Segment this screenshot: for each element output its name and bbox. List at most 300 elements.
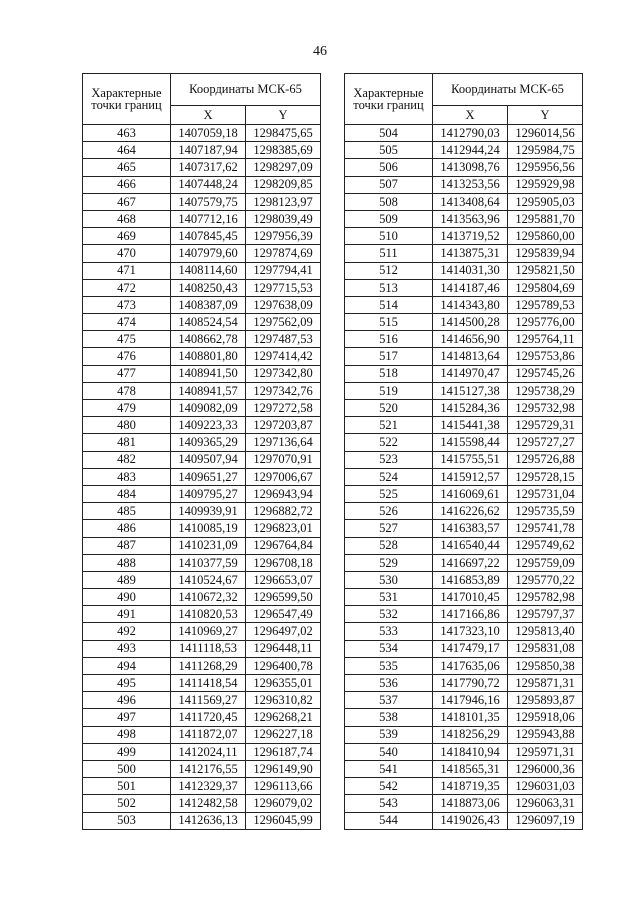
point-number-cell: 476 (83, 348, 171, 365)
y-coordinate-cell: 1296599,50 (246, 589, 321, 606)
point-number-cell: 522 (345, 434, 433, 451)
x-coordinate-cell: 1410524,67 (171, 571, 246, 588)
y-coordinate-cell: 1297203,87 (246, 417, 321, 434)
y-coordinate-cell: 1298385,69 (246, 142, 321, 159)
y-coordinate-cell: 1298297,09 (246, 159, 321, 176)
x-coordinate-cell: 1414813,64 (433, 348, 508, 365)
x-coordinate-cell: 1417166,86 (433, 606, 508, 623)
y-coordinate-cell: 1295813,40 (508, 623, 583, 640)
y-coordinate-cell: 1295839,94 (508, 245, 583, 262)
x-coordinate-cell: 1411872,07 (171, 726, 246, 743)
y-coordinate-cell: 1296187,74 (246, 743, 321, 760)
x-coordinate-cell: 1414343,80 (433, 296, 508, 313)
table-row (83, 382, 321, 399)
x-coordinate-cell: 1419026,43 (433, 812, 508, 829)
point-number-cell: 464 (83, 142, 171, 159)
x-coordinate-cell: 1408941,57 (171, 382, 246, 399)
point-number-cell: 541 (345, 760, 433, 777)
table-row (83, 451, 321, 468)
y-coordinate-cell: 1297006,67 (246, 468, 321, 485)
point-number-cell: 494 (83, 657, 171, 674)
table-row (83, 228, 321, 245)
table-row (345, 193, 583, 210)
point-number-cell: 518 (345, 365, 433, 382)
x-coordinate-cell: 1409651,27 (171, 468, 246, 485)
point-number-cell: 482 (83, 451, 171, 468)
point-number-cell: 514 (345, 296, 433, 313)
y-coordinate-cell: 1295770,22 (508, 571, 583, 588)
table-row (83, 159, 321, 176)
x-coordinate-cell: 1412482,58 (171, 795, 246, 812)
y-coordinate-cell: 1297956,39 (246, 228, 321, 245)
x-coordinate-cell: 1411268,29 (171, 657, 246, 674)
y-coordinate-cell: 1295729,31 (508, 417, 583, 434)
point-number-cell: 497 (83, 709, 171, 726)
y-coordinate-cell: 1295860,00 (508, 228, 583, 245)
table-body-right (345, 125, 583, 830)
x-coordinate-cell: 1407579,75 (171, 193, 246, 210)
table-row (83, 193, 321, 210)
table-row (345, 589, 583, 606)
point-number-cell: 519 (345, 382, 433, 399)
y-coordinate-cell: 1298039,49 (246, 210, 321, 227)
x-coordinate-cell: 1411569,27 (171, 692, 246, 709)
y-coordinate-cell: 1295732,98 (508, 400, 583, 417)
table-row (345, 434, 583, 451)
y-coordinate-cell: 1295821,50 (508, 262, 583, 279)
y-coordinate-cell: 1296045,99 (246, 812, 321, 829)
point-number-cell: 520 (345, 400, 433, 417)
table-row (83, 279, 321, 296)
x-coordinate-cell: 1415284,36 (433, 400, 508, 417)
table-body-left (83, 125, 321, 830)
x-coordinate-cell: 1418101,35 (433, 709, 508, 726)
table-row (345, 692, 583, 709)
y-coordinate-cell: 1295745,26 (508, 365, 583, 382)
y-coordinate-cell: 1297794,41 (246, 262, 321, 279)
y-coordinate-cell: 1296079,02 (246, 795, 321, 812)
point-number-cell: 468 (83, 210, 171, 227)
table-row (83, 709, 321, 726)
table-row (345, 365, 583, 382)
point-number-cell: 513 (345, 279, 433, 296)
point-number-cell: 472 (83, 279, 171, 296)
point-number-cell: 544 (345, 812, 433, 829)
x-coordinate-cell: 1413408,64 (433, 193, 508, 210)
point-number-cell: 484 (83, 485, 171, 502)
point-number-cell: 480 (83, 417, 171, 434)
y-coordinate-cell: 1296943,94 (246, 485, 321, 502)
point-number-cell: 526 (345, 503, 433, 520)
point-number-cell: 517 (345, 348, 433, 365)
x-coordinate-cell: 1418719,35 (433, 778, 508, 795)
point-number-cell: 536 (345, 675, 433, 692)
y-coordinate-cell: 1295727,27 (508, 434, 583, 451)
y-coordinate-cell: 1295741,78 (508, 520, 583, 537)
table-row (83, 692, 321, 709)
table-row (345, 400, 583, 417)
table-row (345, 743, 583, 760)
x-coordinate-cell: 1411720,45 (171, 709, 246, 726)
x-coordinate-cell: 1410231,09 (171, 537, 246, 554)
x-coordinate-cell: 1412176,55 (171, 760, 246, 777)
table-row (83, 778, 321, 795)
table-row (83, 606, 321, 623)
page-number: 46 (313, 44, 327, 59)
table-row (345, 623, 583, 640)
y-coordinate-cell: 1297638,09 (246, 296, 321, 313)
point-number-cell: 475 (83, 331, 171, 348)
table-row (345, 726, 583, 743)
x-coordinate-cell: 1418565,31 (433, 760, 508, 777)
table-row (83, 245, 321, 262)
y-coordinate-cell: 1296547,49 (246, 606, 321, 623)
table-row (345, 125, 583, 142)
x-coordinate-cell: 1414187,46 (433, 279, 508, 296)
x-coordinate-cell: 1416069,61 (433, 485, 508, 502)
x-coordinate-cell: 1412790,03 (433, 125, 508, 142)
point-number-cell: 531 (345, 589, 433, 606)
x-coordinate-cell: 1410377,59 (171, 554, 246, 571)
point-number-cell: 529 (345, 554, 433, 571)
y-coordinate-cell: 1295929,98 (508, 176, 583, 193)
y-coordinate-cell: 1295726,88 (508, 451, 583, 468)
y-coordinate-cell: 1295918,06 (508, 709, 583, 726)
point-number-cell: 485 (83, 503, 171, 520)
table-row (83, 400, 321, 417)
point-number-cell: 486 (83, 520, 171, 537)
x-coordinate-cell: 1413875,31 (433, 245, 508, 262)
y-coordinate-cell: 1295956,56 (508, 159, 583, 176)
table-row (345, 606, 583, 623)
x-coordinate-cell: 1410820,53 (171, 606, 246, 623)
point-number-cell: 512 (345, 262, 433, 279)
table-row (345, 279, 583, 296)
point-number-cell: 532 (345, 606, 433, 623)
y-coordinate-cell: 1295871,31 (508, 675, 583, 692)
point-number-cell: 501 (83, 778, 171, 795)
y-coordinate-cell: 1296497,02 (246, 623, 321, 640)
y-coordinate-cell: 1297342,76 (246, 382, 321, 399)
y-coordinate-cell: 1297414,42 (246, 348, 321, 365)
table-row (83, 314, 321, 331)
x-coordinate-cell: 1407059,18 (171, 125, 246, 142)
table-row (83, 623, 321, 640)
y-coordinate-cell: 1296653,07 (246, 571, 321, 588)
y-coordinate-cell: 1295776,00 (508, 314, 583, 331)
table-row (345, 348, 583, 365)
y-coordinate-cell: 1296400,78 (246, 657, 321, 674)
point-number-cell: 523 (345, 451, 433, 468)
x-coordinate-cell: 1417635,06 (433, 657, 508, 674)
table-row (345, 554, 583, 571)
point-number-cell: 500 (83, 760, 171, 777)
table-row (345, 520, 583, 537)
y-coordinate-cell: 1296031,03 (508, 778, 583, 795)
x-coordinate-cell: 1414656,90 (433, 331, 508, 348)
x-coordinate-cell: 1409365,29 (171, 434, 246, 451)
x-coordinate-cell: 1408250,43 (171, 279, 246, 296)
y-coordinate-cell: 1295749,62 (508, 537, 583, 554)
x-coordinate-cell: 1414500,28 (433, 314, 508, 331)
table-row (83, 262, 321, 279)
x-coordinate-cell: 1409507,94 (171, 451, 246, 468)
x-coordinate-cell: 1408801,80 (171, 348, 246, 365)
point-number-cell: 524 (345, 468, 433, 485)
coordinates-table-left (82, 73, 321, 830)
header-points: Характерные точки границ (83, 74, 171, 125)
header-y: Y (508, 106, 583, 125)
table-row (345, 571, 583, 588)
x-coordinate-cell: 1410085,19 (171, 520, 246, 537)
table-row (345, 537, 583, 554)
point-number-cell: 496 (83, 692, 171, 709)
y-coordinate-cell: 1295831,08 (508, 640, 583, 657)
table-row (345, 760, 583, 777)
header-coordinates: Координаты МСК-65 (433, 74, 583, 106)
point-number-cell: 505 (345, 142, 433, 159)
point-number-cell: 481 (83, 434, 171, 451)
x-coordinate-cell: 1416697,22 (433, 554, 508, 571)
y-coordinate-cell: 1296268,21 (246, 709, 321, 726)
point-number-cell: 477 (83, 365, 171, 382)
x-coordinate-cell: 1408941,50 (171, 365, 246, 382)
point-number-cell: 530 (345, 571, 433, 588)
x-coordinate-cell: 1407712,16 (171, 210, 246, 227)
point-number-cell: 498 (83, 726, 171, 743)
table-row (83, 554, 321, 571)
x-coordinate-cell: 1415598,44 (433, 434, 508, 451)
table-row (83, 485, 321, 502)
x-coordinate-cell: 1412024,11 (171, 743, 246, 760)
y-coordinate-cell: 1296764,84 (246, 537, 321, 554)
point-number-cell: 467 (83, 193, 171, 210)
point-number-cell: 521 (345, 417, 433, 434)
x-coordinate-cell: 1409082,09 (171, 400, 246, 417)
table-row (83, 296, 321, 313)
table-row (83, 760, 321, 777)
point-number-cell: 533 (345, 623, 433, 640)
table-row (345, 709, 583, 726)
y-coordinate-cell: 1295753,86 (508, 348, 583, 365)
y-coordinate-cell: 1298475,65 (246, 125, 321, 142)
table-row (83, 125, 321, 142)
point-number-cell: 510 (345, 228, 433, 245)
table-row (83, 331, 321, 348)
header-x: X (433, 106, 508, 125)
y-coordinate-cell: 1295738,29 (508, 382, 583, 399)
point-number-cell: 507 (345, 176, 433, 193)
table-row (345, 795, 583, 812)
y-coordinate-cell: 1295789,53 (508, 296, 583, 313)
point-number-cell: 469 (83, 228, 171, 245)
table-row (345, 485, 583, 502)
table-row (345, 468, 583, 485)
y-coordinate-cell: 1297136,64 (246, 434, 321, 451)
table-row (83, 176, 321, 193)
x-coordinate-cell: 1407845,45 (171, 228, 246, 245)
table-row (345, 451, 583, 468)
table-row (83, 210, 321, 227)
table-row (83, 468, 321, 485)
x-coordinate-cell: 1417790,72 (433, 675, 508, 692)
y-coordinate-cell: 1296149,90 (246, 760, 321, 777)
y-coordinate-cell: 1295735,59 (508, 503, 583, 520)
x-coordinate-cell: 1417946,16 (433, 692, 508, 709)
coordinates-table-right (344, 73, 583, 830)
y-coordinate-cell: 1296823,01 (246, 520, 321, 537)
x-coordinate-cell: 1417323,10 (433, 623, 508, 640)
point-number-cell: 527 (345, 520, 433, 537)
x-coordinate-cell: 1412636,13 (171, 812, 246, 829)
point-number-cell: 465 (83, 159, 171, 176)
x-coordinate-cell: 1410969,27 (171, 623, 246, 640)
y-coordinate-cell: 1295943,88 (508, 726, 583, 743)
x-coordinate-cell: 1414970,47 (433, 365, 508, 382)
table-row (83, 812, 321, 829)
y-coordinate-cell: 1295850,38 (508, 657, 583, 674)
y-coordinate-cell: 1296000,36 (508, 760, 583, 777)
table-row (345, 159, 583, 176)
x-coordinate-cell: 1413719,52 (433, 228, 508, 245)
y-coordinate-cell: 1295764,11 (508, 331, 583, 348)
y-coordinate-cell: 1295759,09 (508, 554, 583, 571)
point-number-cell: 489 (83, 571, 171, 588)
y-coordinate-cell: 1295984,75 (508, 142, 583, 159)
y-coordinate-cell: 1295881,70 (508, 210, 583, 227)
point-number-cell: 542 (345, 778, 433, 795)
y-coordinate-cell: 1296310,82 (246, 692, 321, 709)
table-row (345, 812, 583, 829)
x-coordinate-cell: 1409223,33 (171, 417, 246, 434)
x-coordinate-cell: 1410672,32 (171, 589, 246, 606)
x-coordinate-cell: 1407187,94 (171, 142, 246, 159)
table-row (83, 571, 321, 588)
x-coordinate-cell: 1415441,38 (433, 417, 508, 434)
point-number-cell: 463 (83, 125, 171, 142)
table-row (345, 640, 583, 657)
y-coordinate-cell: 1296014,56 (508, 125, 583, 142)
point-number-cell: 491 (83, 606, 171, 623)
x-coordinate-cell: 1413098,76 (433, 159, 508, 176)
point-number-cell: 509 (345, 210, 433, 227)
table-row (83, 675, 321, 692)
y-coordinate-cell: 1298123,97 (246, 193, 321, 210)
point-number-cell: 534 (345, 640, 433, 657)
table-row (345, 417, 583, 434)
table-row (83, 726, 321, 743)
y-coordinate-cell: 1297342,80 (246, 365, 321, 382)
table-row (345, 778, 583, 795)
y-coordinate-cell: 1297272,58 (246, 400, 321, 417)
point-number-cell: 490 (83, 589, 171, 606)
x-coordinate-cell: 1414031,30 (433, 262, 508, 279)
point-number-cell: 492 (83, 623, 171, 640)
table-row (83, 640, 321, 657)
y-coordinate-cell: 1295797,37 (508, 606, 583, 623)
point-number-cell: 515 (345, 314, 433, 331)
x-coordinate-cell: 1412329,37 (171, 778, 246, 795)
point-number-cell: 483 (83, 468, 171, 485)
y-coordinate-cell: 1295728,15 (508, 468, 583, 485)
point-number-cell: 543 (345, 795, 433, 812)
y-coordinate-cell: 1295804,69 (508, 279, 583, 296)
x-coordinate-cell: 1409939,91 (171, 503, 246, 520)
y-coordinate-cell: 1296097,19 (508, 812, 583, 829)
table-row (83, 657, 321, 674)
table-row (83, 434, 321, 451)
x-coordinate-cell: 1411118,53 (171, 640, 246, 657)
point-number-cell: 478 (83, 382, 171, 399)
x-coordinate-cell: 1412944,24 (433, 142, 508, 159)
point-number-cell: 511 (345, 245, 433, 262)
header-y: Y (246, 106, 321, 125)
x-coordinate-cell: 1416853,89 (433, 571, 508, 588)
point-number-cell: 502 (83, 795, 171, 812)
y-coordinate-cell: 1296227,18 (246, 726, 321, 743)
y-coordinate-cell: 1297487,53 (246, 331, 321, 348)
x-coordinate-cell: 1417479,17 (433, 640, 508, 657)
point-number-cell: 516 (345, 331, 433, 348)
y-coordinate-cell: 1295905,03 (508, 193, 583, 210)
table-row (83, 795, 321, 812)
x-coordinate-cell: 1416540,44 (433, 537, 508, 554)
table-row (345, 142, 583, 159)
x-coordinate-cell: 1418873,06 (433, 795, 508, 812)
point-number-cell: 473 (83, 296, 171, 313)
y-coordinate-cell: 1296708,18 (246, 554, 321, 571)
y-coordinate-cell: 1295971,31 (508, 743, 583, 760)
point-number-cell: 525 (345, 485, 433, 502)
x-coordinate-cell: 1407979,60 (171, 245, 246, 262)
point-number-cell: 540 (345, 743, 433, 760)
point-number-cell: 479 (83, 400, 171, 417)
header-coordinates: Координаты МСК-65 (171, 74, 321, 106)
table-row (83, 589, 321, 606)
x-coordinate-cell: 1416383,57 (433, 520, 508, 537)
point-number-cell: 488 (83, 554, 171, 571)
x-coordinate-cell: 1415127,38 (433, 382, 508, 399)
table-row (345, 675, 583, 692)
x-coordinate-cell: 1413253,56 (433, 176, 508, 193)
y-coordinate-cell: 1295731,04 (508, 485, 583, 502)
y-coordinate-cell: 1297715,53 (246, 279, 321, 296)
y-coordinate-cell: 1297874,69 (246, 245, 321, 262)
x-coordinate-cell: 1408114,60 (171, 262, 246, 279)
point-number-cell: 508 (345, 193, 433, 210)
y-coordinate-cell: 1295782,98 (508, 589, 583, 606)
table-row (345, 503, 583, 520)
table-row (345, 331, 583, 348)
point-number-cell: 506 (345, 159, 433, 176)
x-coordinate-cell: 1415755,51 (433, 451, 508, 468)
y-coordinate-cell: 1296448,11 (246, 640, 321, 657)
header-x: X (171, 106, 246, 125)
point-number-cell: 466 (83, 176, 171, 193)
x-coordinate-cell: 1411418,54 (171, 675, 246, 692)
table-row (83, 365, 321, 382)
point-number-cell: 538 (345, 709, 433, 726)
point-number-cell: 504 (345, 125, 433, 142)
point-number-cell: 535 (345, 657, 433, 674)
x-coordinate-cell: 1408524,54 (171, 314, 246, 331)
table-row (345, 262, 583, 279)
x-coordinate-cell: 1408662,78 (171, 331, 246, 348)
table-row (345, 176, 583, 193)
table-row (345, 228, 583, 245)
x-coordinate-cell: 1416226,62 (433, 503, 508, 520)
x-coordinate-cell: 1418410,94 (433, 743, 508, 760)
